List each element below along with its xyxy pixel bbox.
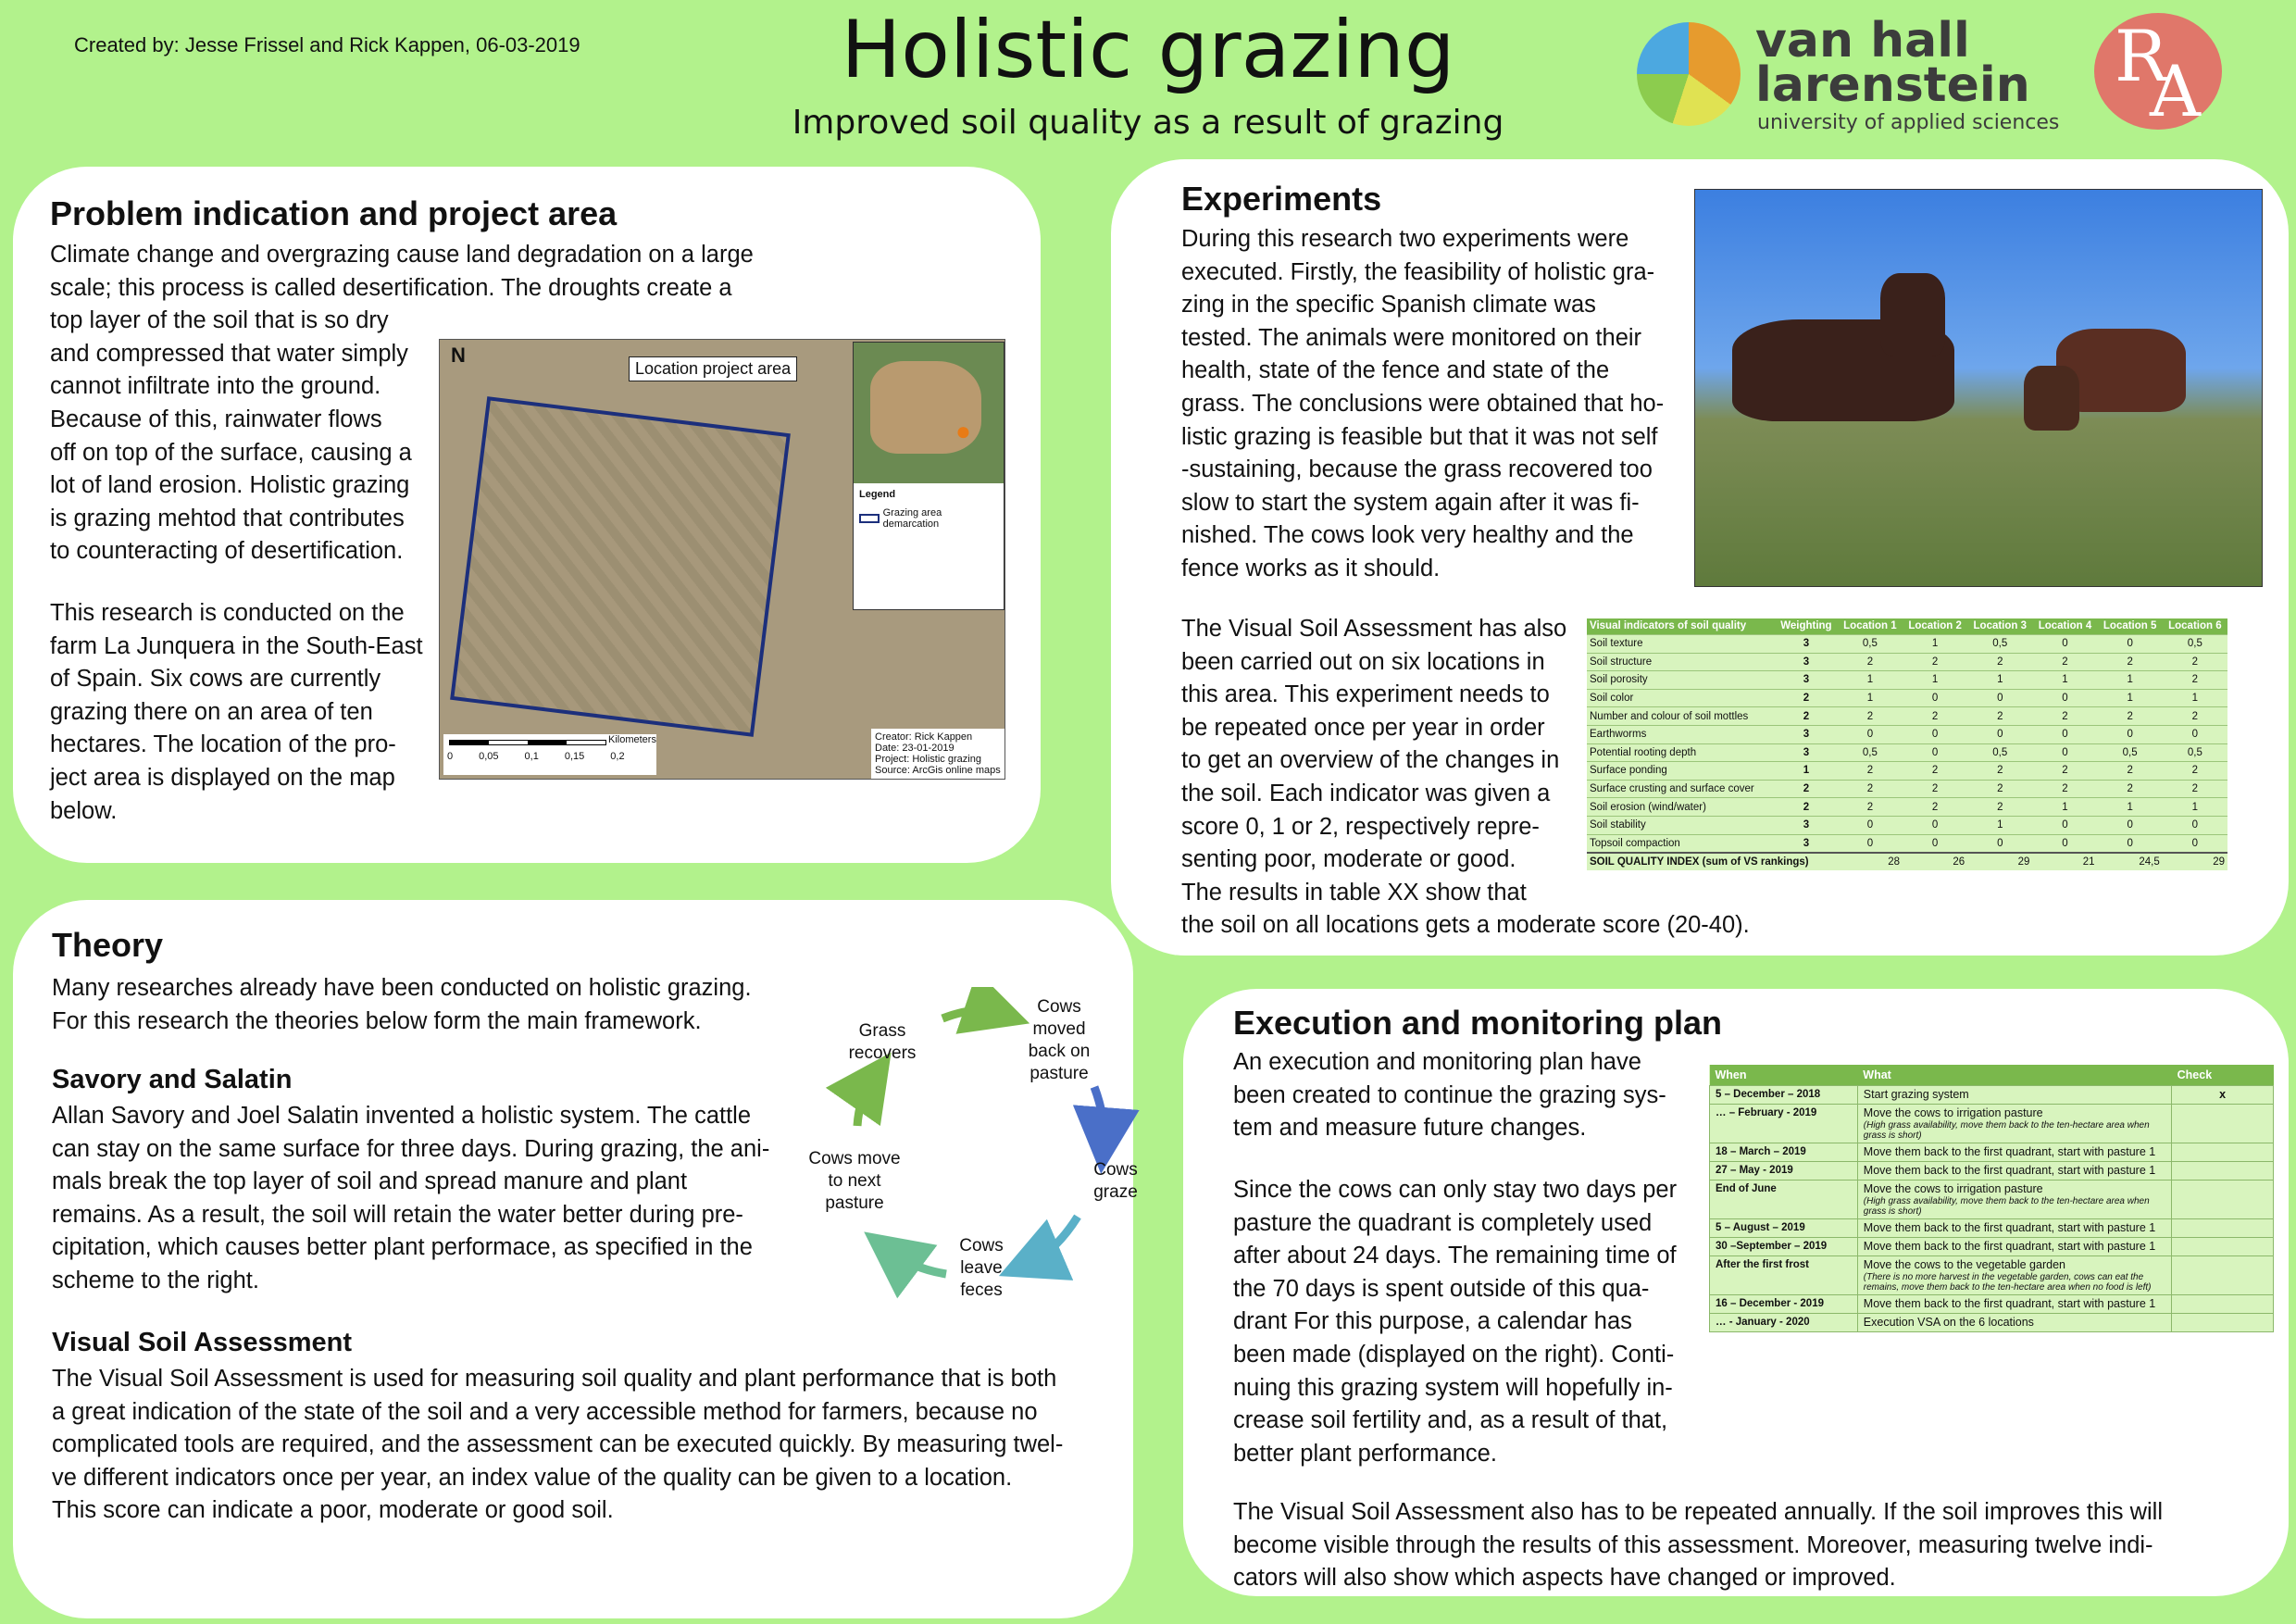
vsa-paragraph: The Visual Soil Assessment is used for measuring soil quality and plant performance that is both a great indication of the state of the soil and a very accessible method for farmers, because no complicated tools are required, and the assessment can be executed quickly. By measuring twel- ve different indicators once per year, an index value of the quality can be given to a location. This score can indicate a poor, moderate or good soil.: [52, 1366, 1064, 1524]
experiments-heading: Experiments: [1181, 180, 1382, 218]
execution-paragraph-2: Since the cows can only stay two days per pasture the quadrant is completely used after about 24 days. The remaining time of the 70 days is spent outside of this qua- drant For this purpose, a calendar has been made (displayed on the right). Conti- nuing this grazing system will hopefully in- crease soil fertility and, as a result of that, better plant performance.: [1233, 1177, 1678, 1467]
arrow-moved-to-graze: [1094, 1087, 1104, 1141]
cycle-grass-recovers: Grass recovers: [848, 1021, 917, 1063]
table-row: 16 – December - 2019 Move them back to the first quadrant, start with pasture 1: [1710, 1295, 2274, 1314]
theory-heading: Theory: [52, 926, 164, 964]
execution-paragraph-3: The Visual Soil Assessment also has to be repeated annually. If the soil improves this will become visible through the results of this assessment. Moreover, measuring twelve indi- cators will also show which aspects have changed or improved.: [1233, 1499, 2163, 1592]
table-row: Soil stability 3 0 0 1 0 0 0: [1587, 816, 2227, 834]
table-row: Soil color 2 1 0 0 0 1 1: [1587, 689, 2227, 707]
table-row: Earthworms 3 0 0 0 0 0 0: [1587, 725, 2227, 743]
cycle-cows-leave-feces: Cows leave feces: [959, 1236, 1004, 1300]
table-row: … - January - 2020 Execution VSA on the 6 locations: [1710, 1314, 2274, 1332]
arrow-move-to-recover: [857, 1080, 872, 1126]
cycle-cows-moved-back: Cows moved back on pasture: [1028, 997, 1091, 1083]
theory-intro: Many researches already have been conducted on holistic grazing. For this research the theories below form the main framework.: [52, 975, 752, 1034]
vsa-heading: Visual Soil Assessment: [52, 1328, 352, 1357]
ra-logo: R A: [2094, 13, 2222, 130]
author-credit: Created by: Jesse Frissel and Rick Kappen, 06-03-2019: [74, 33, 580, 56]
table-row: 30 –September – 2019 Move them back to the first quadrant, start with pasture 1: [1710, 1238, 2274, 1256]
problem-heading: Problem indication and project area: [50, 194, 618, 232]
table-row: Topsoil compaction 3 0 0 0 0 0 0: [1587, 834, 2227, 853]
logo-subtitle: university of applied sciences: [1757, 111, 2060, 134]
cycle-cows-graze: Cows graze: [1093, 1160, 1138, 1202]
legend-swatch: [859, 514, 880, 523]
table-row: Soil porosity 3 1 1 1 1 1 2: [1587, 671, 2227, 690]
vsa-results-table: [1587, 618, 2227, 870]
vsa-header-row: Visual indicators of soil quality Weighting Location 1 Location 2 Location 3 Location 4 Location 5 Location 6: [1587, 618, 2227, 635]
arrow-graze-to-leave: [1029, 1217, 1078, 1263]
execution-paragraph-1: An execution and monitoring plan have been created to continue the grazing sys- tem and measure future changes.: [1233, 1049, 1666, 1142]
experiments-paragraph-2: The Visual Soil Assessment has also been carried out on six locations in this area. This experiment needs to be repeated once per year in order to get an overview of the changes in the soil. Each indicator was given a score 0, 1 or 2, respectively repre- senting poor, moderate or good. The results in table XX show that the soil on all locations gets a moderate score (20-40).: [1181, 616, 1750, 939]
table-row: 5 – August – 2019 Move them back to the first quadrant, start with pasture 1: [1710, 1219, 2274, 1238]
grazing-cycle-diagram: [778, 987, 1167, 1320]
arrow-leave-to-move: [891, 1252, 946, 1274]
cows-photo: [1694, 189, 2263, 587]
logo-circle-icon: [1637, 22, 1741, 126]
van-hall-larenstein-logo: [1637, 13, 2063, 134]
table-row: 27 – May - 2019 Move them back to the first quadrant, start with pasture 1: [1710, 1162, 2274, 1181]
location-pin-icon: ●: [955, 417, 971, 445]
cycle-cows-move-next: Cows move to next pasture: [808, 1149, 901, 1213]
map-credits: Creator: Rick Kappen Date: 23-01-2019 Project: Holistic grazing Source: ArcGis online maps: [871, 729, 1004, 779]
plan-header-row: When What Check: [1710, 1065, 2274, 1086]
table-row: Soil texture 3 0,5 1 0,5 0 0 0,5: [1587, 635, 2227, 654]
savory-paragraph: Allan Savory and Joel Salatin invented a holistic system. The cattle can stay on the same surface for three days. During grazing, the ani- mals break the top layer of soil and spread manure and plant remains. As a result, the soil will retain the water better during pre- cipitation, which causes better plant performace, as specified in the scheme to the right.: [52, 1103, 770, 1293]
table-row: … – February - 2019 Move the cows to irrigation pasture (High grass availability, move them back to the ten-hectare area when grass is short): [1710, 1105, 2274, 1143]
grazing-area-boundary: [450, 396, 791, 737]
spain-inset-map: [853, 342, 1004, 610]
execution-heading: Execution and monitoring plan: [1233, 1004, 1723, 1042]
table-row: After the first frost Move the cows to the vegetable garden (There is no more harvest in the vegetable garden, cows can eat the remains, move them back to the ten-hectare area when no food is left): [1710, 1256, 2274, 1295]
arrow-recover-to-moved: [942, 1010, 998, 1018]
table-row: Soil erosion (wind/water) 2 2 2 2 1 1 1: [1587, 798, 2227, 817]
calf: [2024, 366, 2079, 431]
table-row: End of June Move the cows to irrigation pasture (High grass availability, move them back to the ten-hectare area when grass is short): [1710, 1181, 2274, 1219]
poster-title: Holistic grazing: [841, 4, 1455, 96]
savory-heading: Savory and Salatin: [52, 1065, 293, 1094]
table-row: Surface crusting and surface cover 2 2 2 2 2 2 2: [1587, 780, 2227, 798]
map-location-label: Location project area: [629, 356, 797, 381]
monitoring-plan-table: [1709, 1065, 2274, 1332]
map-legend: Legend Grazing area demarcation: [854, 483, 1004, 609]
cow-1-head: [1880, 273, 1945, 356]
table-row: 5 – December – 2018 Start grazing system x: [1710, 1086, 2274, 1105]
problem-paragraph-2: This research is conducted on the farm La Junquera in the South-East of Spain. Six cows are currently grazing there on an area of ten hectares. The location of the pro- ject area is displayed on the map below.: [50, 600, 423, 824]
poster-subtitle: Improved soil quality as a result of grazing: [792, 104, 1504, 142]
experiments-paragraph-1: During this research two experiments were executed. Firstly, the feasibility of holistic gra- zing in the specific Spanish climate was tested. The animals were monitored on their health, state of the fence and state of the grass. The conclusions were obtained that ho- listic grazing is feasible but that it was not self -sustaining, because the grass recovered too slow to start the system again after it was fi- nished. The cows look very healthy and the fence works as it should.: [1181, 226, 1665, 581]
table-row: Soil structure 3 2 2 2 2 2 2: [1587, 653, 2227, 671]
problem-paragraph-1: Climate change and overgrazing cause land degradation on a large scale; this process is called desertification. The droughts create a top layer of the soil that is so dry and compressed that water simply cannot infiltrate into the ground. Because of this, rainwater flows off on top of the surface, causing a lot of land erosion. Holistic grazing is grazing mehtod that contributes to counteracting of desertification.: [50, 242, 754, 565]
map-scale-bar: Kilometers 0 0,05 0,1 0,15 0,2: [443, 734, 656, 775]
table-row: 18 – March – 2019 Move them back to the first quadrant, start with pasture 1: [1710, 1143, 2274, 1162]
logo-name: van hall larenstein: [1755, 13, 2030, 113]
project-area-map: [439, 339, 1005, 780]
table-row: Potential rooting depth 3 0,5 0 0,5 0 0,5 0,5: [1587, 743, 2227, 762]
soil-quality-index-row: SOIL QUALITY INDEX (sum of VS rankings) 28 26 29 21 24,5 29: [1587, 853, 2227, 871]
table-row: Surface ponding 1 2 2 2 2 2 2: [1587, 762, 2227, 781]
north-arrow-icon: N: [451, 344, 466, 367]
table-row: Number and colour of soil mottles 2 2 2 2 2 2 2: [1587, 707, 2227, 726]
